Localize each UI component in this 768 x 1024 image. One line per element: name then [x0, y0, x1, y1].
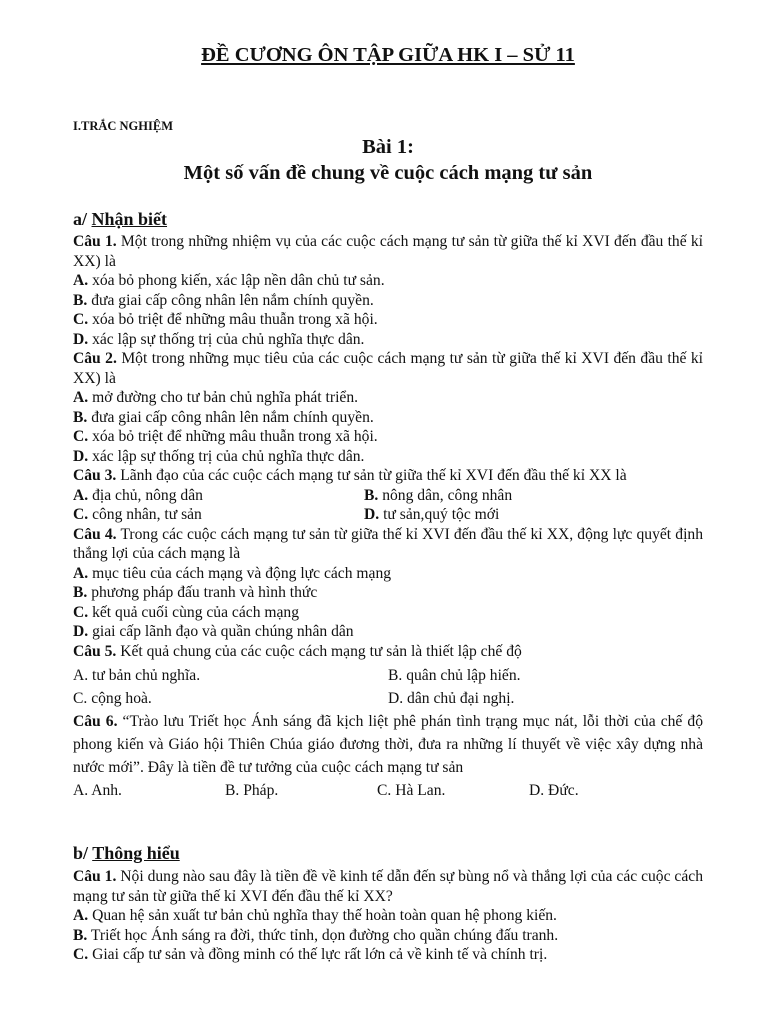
question: Câu 1. Một trong những nhiệm vụ của các cuộc cách mạng tư sản từ giữa thế kỉ XVI đến đầu thế kỉ XX) là: [73, 233, 704, 270]
option: C. Giai cấp tư sản và đồng minh có thế lực rất lớn cả về kinh tế và chính trị.: [73, 946, 548, 963]
option: B. Triết học Ánh sáng ra đời, thức tỉnh, dọn đường cho quần chúng đấu tranh.: [73, 926, 559, 944]
question: Câu 2. Một trong những mục tiêu của các cuộc cách mạng tư sản từ giữa thế kỉ XVI đến đầu thế kỉ XX) là: [73, 350, 703, 387]
option: A. tư bản chủ nghĩa.: [73, 667, 201, 684]
option: A. mở đường cho tư bản chủ nghĩa phát triển.: [73, 389, 359, 406]
lesson-number: Bài 1:: [362, 136, 414, 158]
option-row: [73, 687, 703, 710]
question: Câu 1. Nội dung nào sau đây là tiền đề về kinh tế dẫn đến sự bùng nổ và thắng lợi của các cuộc cách mạng tư sản từ giữa thế kỉ XVI đến đầu thế kỉ XX?: [73, 868, 703, 905]
part-a-heading: a/ Nhận biết: [73, 209, 168, 229]
question: Câu 4. Trong các cuộc cách mạng tư sản từ giữa thế kỉ XVI đến đầu thế kỉ XX, động lực quyết định thắng lợi của cách mạng là: [73, 525, 703, 562]
question: Câu 6. “Trào lưu Triết học Ánh sáng đã kịch liệt phê phán tình trạng mục nát, lỗi thời của chế độ phong kiến và Giáo hội Thiên Chúa giáo đương thời, đưa ra những lí thuyết về việc xây dựng nhà nước mới”. Đây là tiền đề tư tưởng của cuộc cách mạng tư sản: [73, 713, 703, 776]
option: B. quân chủ lập hiến.: [388, 667, 521, 684]
option: A. Anh.: [73, 782, 122, 799]
option: D. dân chủ đại nghị.: [388, 690, 515, 707]
question: Câu 3. Lãnh đạo của các cuộc cách mạng tư sản từ giữa thế kỉ XVI đến đầu thế kỉ XX là: [73, 467, 627, 484]
option: A. địa chủ, nông dân: [73, 486, 203, 504]
option: C. cộng hoà.: [73, 690, 152, 707]
part-b-heading: b/ Thông hiểu: [73, 843, 180, 863]
option: C. xóa bỏ triệt để những mâu thuẫn trong xã hội.: [73, 311, 378, 328]
document-title: ĐỀ CƯƠNG ÔN TẬP GIỮA HK I – SỬ 11: [201, 44, 575, 66]
option-row: [73, 779, 703, 802]
option: C. Hà Lan.: [377, 782, 446, 799]
option: C. xóa bỏ triệt để những mâu thuẫn trong xã hội.: [73, 428, 378, 445]
option-row: [73, 505, 703, 525]
option: A. Quan hệ sản xuất tư bản chủ nghĩa thay thế hoàn toàn quan hệ phong kiến.: [73, 907, 557, 924]
lesson-title: Một số vấn đề chung về cuộc cách mạng tư sản: [183, 162, 593, 184]
option: D. xác lập sự thống trị của chủ nghĩa thực dân.: [73, 330, 365, 348]
option: C. kết quả cuối cùng của cách mạng: [73, 603, 300, 621]
part-a-body: [73, 232, 703, 802]
option: D. Đức.: [529, 782, 579, 799]
option: D. tư sản,quý tộc mới: [364, 506, 500, 523]
option: A. mục tiêu của cách mạng và động lực cách mạng: [73, 564, 392, 582]
option: D. xác lập sự thống trị của chủ nghĩa thực dân.: [73, 447, 365, 465]
option: D. giai cấp lãnh đạo và quần chúng nhân dân: [73, 623, 354, 640]
option: C. công nhân, tư sản: [73, 506, 202, 523]
option: B. đưa giai cấp công nhân lên nắm chính quyền.: [73, 291, 374, 309]
question: Câu 5. Kết quả chung của các cuộc cách mạng tư sản là thiết lập chế độ: [73, 642, 522, 660]
part-b-body: [73, 867, 703, 965]
option: B. phương pháp đấu tranh và hình thức: [73, 584, 318, 601]
section-heading: I.TRẮC NGHIỆM: [73, 119, 174, 133]
option-row: [73, 486, 703, 506]
option-row: [73, 664, 703, 687]
option: A. xóa bỏ phong kiến, xác lập nền dân chủ tư sản.: [73, 272, 385, 289]
option: B. nông dân, công nhân: [364, 486, 513, 504]
option: B. Pháp.: [225, 782, 279, 799]
option: B. đưa giai cấp công nhân lên nắm chính quyền.: [73, 408, 374, 426]
